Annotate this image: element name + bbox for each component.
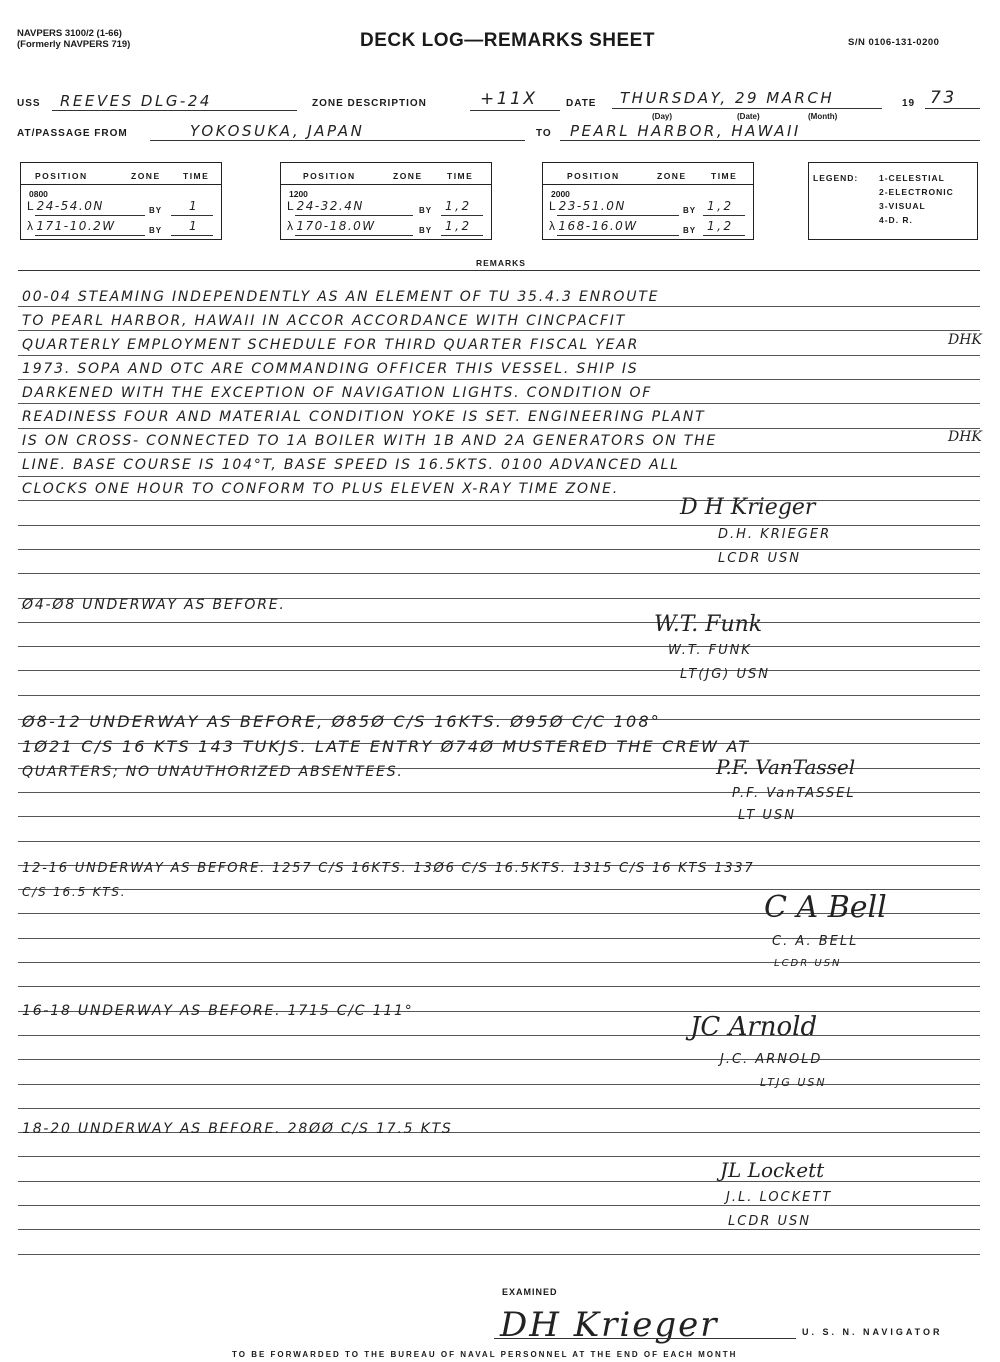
pos-header: POSITION	[303, 171, 356, 181]
ruled-line	[18, 573, 980, 574]
signature-rank: LCDR USN	[728, 1214, 811, 1229]
stock-number: S/N 0106-131-0200	[848, 37, 940, 48]
ruled-line	[18, 306, 980, 307]
year-value: 73	[930, 88, 957, 108]
time-header: TIME	[711, 171, 738, 181]
by-label: BY	[683, 206, 697, 215]
ruled-line	[18, 816, 980, 817]
lon-by-value: 1,2	[445, 219, 472, 233]
pos-header: POSITION	[35, 171, 88, 181]
form-code	[17, 28, 130, 50]
ruled-line	[18, 1059, 980, 1060]
ruled-line	[18, 330, 980, 331]
lat-by-value: 1	[189, 199, 200, 213]
position-box-0800: POSITION ZONE TIME 0800 L 24-54.0N λ 171-10.2W BY BY 1 1	[20, 162, 222, 240]
signature-name: C. A. BELL	[772, 934, 859, 949]
position-time: 0800	[29, 189, 48, 199]
navigator-signature: DH Krieger	[500, 1305, 719, 1345]
position-time: 1200	[289, 189, 308, 199]
legend-box	[808, 162, 978, 240]
ruled-line	[18, 1108, 980, 1109]
by-label: BY	[419, 206, 433, 215]
remarks-line: QUARTERLY EMPLOYMENT SCHEDULE FOR THIRD QUARTER FISCAL YEAR	[22, 337, 640, 353]
signature: P.F. VanTassel	[716, 755, 856, 779]
date-sublabel: (Date)	[737, 112, 760, 121]
remarks-line: 00-04 STEAMING INDEPENDENTLY AS AN ELEMENT OF TU 35.4.3 ENROUTE	[22, 289, 660, 305]
signature: C A Bell	[764, 890, 887, 925]
lat-by-value: 1,2	[707, 199, 734, 213]
ruled-line	[18, 1181, 980, 1182]
ruled-line	[18, 500, 980, 501]
zone-header: ZONE	[657, 171, 687, 181]
remarks-line: CLOCKS ONE HOUR TO CONFORM TO PLUS ELEVEN X-RAY TIME ZONE.	[22, 481, 620, 497]
legend-item: 4-D. R.	[879, 215, 913, 225]
latitude: 24-32.4N	[296, 199, 364, 213]
position-time: 2000	[551, 189, 570, 199]
remarks-line: 16-18 UNDERWAY AS BEFORE. 1715 C/C 111°	[22, 1003, 414, 1019]
remarks-line: 1Ø21 C/S 16 KTS 143 TUKJS. LATE ENTRY Ø74Ø MUSTERED THE CREW AT	[22, 737, 751, 756]
remarks-heading: REMARKS	[476, 258, 526, 268]
ruled-line	[18, 403, 980, 404]
initials: DHK	[948, 332, 982, 348]
year-prefix: 19	[902, 98, 916, 109]
by-label: BY	[149, 226, 163, 235]
lat-by-value: 1,2	[445, 199, 472, 213]
signature-rank: LCDR USN	[718, 551, 801, 566]
signature-name: W.T. FUNK	[668, 643, 752, 658]
legend-item: 3-VISUAL	[879, 201, 926, 211]
signature-name: P.F. VanTASSEL	[732, 786, 856, 801]
remarks-line: Ø8-12 UNDERWAY AS BEFORE, Ø85Ø C/S 16KTS. Ø95Ø C/C 108°	[22, 712, 661, 731]
latitude: 24-54.0N	[36, 199, 104, 213]
remarks-line: Ø4-Ø8 UNDERWAY AS BEFORE.	[22, 597, 286, 613]
longitude: 168-16.0W	[558, 219, 638, 233]
signature-rank: LT USN	[738, 808, 796, 823]
signature-rank: LCDR USN	[774, 958, 842, 969]
time-header: TIME	[447, 171, 474, 181]
passage-from-value: YOKOSUKA, JAPAN	[190, 122, 365, 140]
ruled-line	[18, 525, 980, 526]
by-label: BY	[683, 226, 697, 235]
day-sublabel: (Day)	[652, 112, 673, 121]
passage-from-label: AT/PASSAGE FROM	[17, 128, 128, 139]
ruled-line	[18, 695, 980, 696]
remarks-line: 1973. SOPA AND OTC ARE COMMANDING OFFICER THIS VESSEL. SHIP IS	[22, 361, 639, 377]
ruled-line	[18, 270, 980, 271]
signature-name: D.H. KRIEGER	[718, 527, 832, 542]
legend-item: 2-ELECTRONIC	[879, 187, 954, 197]
remarks-line: READINESS FOUR AND MATERIAL CONDITION YOKE IS SET. ENGINEERING PLANT	[22, 409, 706, 425]
ruled-line	[18, 841, 980, 842]
ruled-line	[18, 1205, 980, 1206]
form-code-line-2: (Formerly NAVPERS 719)	[17, 39, 131, 50]
position-box-2000: POSITION ZONE TIME 2000 L 23-51.0N λ 168-16.0W BY BY 1,2 1,2	[542, 162, 754, 240]
ruled-line	[18, 476, 980, 477]
longitude: 170-18.0W	[296, 219, 376, 233]
ruled-line	[18, 1035, 980, 1036]
ruled-line	[18, 622, 980, 623]
ruled-line	[18, 1156, 980, 1157]
by-label: BY	[419, 226, 433, 235]
signature: D H Krieger	[680, 495, 816, 520]
legend-label: LEGEND:	[813, 173, 859, 183]
ruled-line	[18, 355, 980, 356]
lon-by-value: 1	[189, 219, 200, 233]
ruled-line	[18, 452, 980, 453]
pos-header: POSITION	[567, 171, 620, 181]
month-sublabel: (Month)	[808, 112, 838, 121]
remarks-line: LINE. BASE COURSE IS 104°T, BASE SPEED IS 16.5KTS. 0100 ADVANCED ALL	[22, 457, 680, 473]
footer-note: TO BE FORWARDED TO THE BUREAU OF NAVAL PERSONNEL AT THE END OF EACH MONTH	[232, 1350, 738, 1359]
signature: JC Arnold	[690, 1012, 818, 1042]
uss-label: USS	[17, 98, 41, 109]
signature-name: J.L. LOCKETT	[726, 1190, 833, 1205]
ruled-line	[18, 1229, 980, 1230]
remarks-line: 18-20 UNDERWAY AS BEFORE. 28ØØ C/S 17.5 KTS	[22, 1121, 453, 1137]
remarks-line: IS ON CROSS- CONNECTED TO 1A BOILER WITH 1B AND 2A GENERATORS ON THE	[22, 433, 718, 449]
date-label: DATE	[566, 98, 597, 109]
signature-rank: LTJG USN	[760, 1076, 827, 1089]
ruled-line	[18, 379, 980, 380]
remarks-line: QUARTERS; NO UNAUTHORIZED ABSENTEES.	[22, 764, 404, 780]
ruled-line	[18, 1254, 980, 1255]
zone-header: ZONE	[393, 171, 423, 181]
ruled-line	[18, 549, 980, 550]
navigator-label: U. S. N. NAVIGATOR	[802, 1327, 943, 1337]
remarks-line: DARKENED WITH THE EXCEPTION OF NAVIGATION LIGHTS. CONDITION OF	[22, 385, 653, 401]
date-value: THURSDAY, 29 MARCH	[620, 89, 835, 107]
longitude: 171-10.2W	[36, 219, 116, 233]
ruled-line	[18, 986, 980, 987]
ruled-line	[18, 1084, 980, 1085]
passage-to-label: TO	[536, 128, 552, 139]
page-title: DECK LOG—REMARKS SHEET	[360, 30, 655, 51]
signature: JL Lockett	[720, 1158, 825, 1182]
remarks-line: 12-16 UNDERWAY AS BEFORE. 1257 C/S 16KTS. 13Ø6 C/S 16.5KTS. 1315 C/S 16 KTS 1337	[22, 861, 755, 876]
signature-rank: LT(JG) USN	[680, 667, 770, 682]
initials: DHK	[948, 429, 982, 445]
remarks-line: C/S 16.5 KTS.	[22, 885, 127, 899]
uss-value: REEVES DLG-24	[60, 92, 212, 110]
signature-name: J.C. ARNOLD	[720, 1052, 823, 1067]
time-header: TIME	[183, 171, 210, 181]
position-box-1200: POSITION ZONE TIME 1200 L 24-32.4N λ 170-18.0W BY BY 1,2 1,2	[280, 162, 492, 240]
signature: W.T. Funk	[654, 612, 763, 637]
legend-item: 1-CELESTIAL	[879, 173, 945, 183]
latitude: 23-51.0N	[558, 199, 626, 213]
lon-by-value: 1,2	[707, 219, 734, 233]
examined-label: EXAMINED	[502, 1287, 558, 1297]
zone-value: +11X	[480, 89, 538, 109]
ruled-line	[18, 646, 980, 647]
ruled-line	[18, 428, 980, 429]
zone-label: ZONE DESCRIPTION	[312, 98, 427, 109]
passage-to-value: PEARL HARBOR, HAWAII	[570, 122, 801, 140]
remarks-line: TO PEARL HARBOR, HAWAII IN ACCOR ACCORDANCE WITH CINCPACFIT	[22, 313, 627, 329]
form-code-line-1: NAVPERS 3100/2 (1-66)	[17, 28, 122, 39]
zone-header: ZONE	[131, 171, 161, 181]
ruled-line	[18, 670, 980, 671]
by-label: BY	[149, 206, 163, 215]
